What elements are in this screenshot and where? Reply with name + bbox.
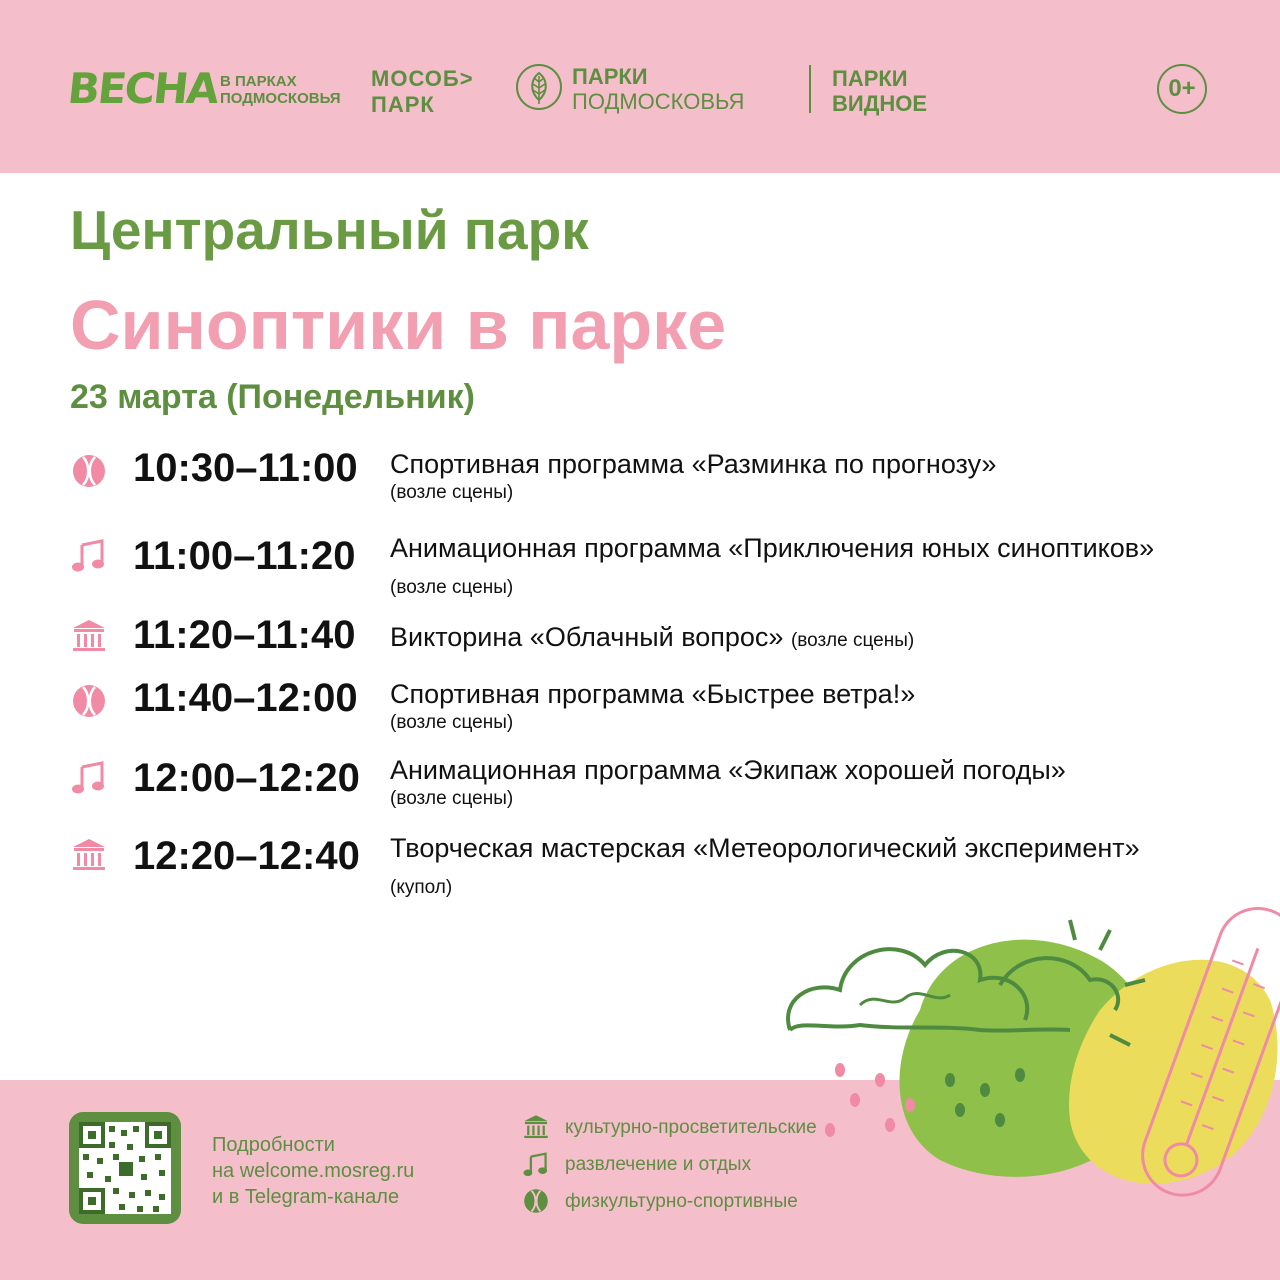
footer-info: [212, 1132, 414, 1210]
header-divider: [809, 65, 811, 113]
schedule-description: [390, 619, 1190, 659]
schedule-location: (возле сцены): [390, 577, 514, 598]
header-band: [0, 0, 1280, 173]
vesna-logo: ВЕСНА: [65, 64, 220, 113]
legend-label: физкультурно-спортивные: [565, 1191, 798, 1212]
music-icon: [522, 1150, 550, 1178]
culture-icon: [522, 1113, 550, 1141]
schedule-location: (возле сцены): [390, 788, 514, 809]
parki-podmoskovya-logo: [572, 64, 744, 114]
schedule-title: Спортивная программа «Разминка по прогнозу»: [390, 449, 997, 479]
culture-icon: [70, 836, 108, 874]
schedule-location: (возле сцены): [390, 482, 514, 503]
schedule-time: 12:00–12:20: [133, 756, 360, 800]
parki-vidnoe-logo: ПАРКИ ВИДНОЕ: [832, 66, 928, 116]
schedule-time: 11:00–11:20: [133, 534, 356, 578]
schedule-time: 11:20–11:40: [133, 613, 356, 657]
leaf-icon: [516, 64, 562, 110]
vesna-logo-subtitle: В ПАРКАХ ПОДМОСКОВЬЯ: [220, 73, 341, 107]
schedule-time: 12:20–12:40: [133, 834, 360, 878]
schedule-location: (возле сцены): [790, 630, 915, 651]
schedule-title: Анимационная программа «Приключения юных синоптиков»: [390, 533, 1155, 563]
culture-icon: [70, 617, 108, 655]
footer-info-line: и в Telegram-канале: [212, 1186, 400, 1208]
footer-info-link[interactable]: на welcome.mosreg.ru: [212, 1160, 415, 1182]
schedule-description: [390, 446, 1190, 504]
weather-illustration: [770, 880, 1280, 1210]
event-date: 23 марта (Понедельник): [70, 378, 475, 416]
schedule-title: Творческая мастерская «Метеорологический эксперимент»: [390, 833, 1140, 863]
legend-label: развлечение и отдых: [565, 1154, 752, 1175]
music-icon: [70, 758, 108, 796]
sport-icon: [70, 682, 108, 720]
schedule-location: (купол): [390, 877, 453, 898]
mosobpark-logo: МОСОБ> ПАРК: [371, 66, 474, 117]
sport-icon: [522, 1187, 550, 1215]
music-icon: [70, 536, 108, 574]
park-name: Центральный парк: [70, 199, 589, 261]
parki-label: ПАРКИ: [572, 64, 648, 89]
legend-label: культурно-просветительские: [565, 1117, 817, 1138]
podmoskovya-label: ПОДМОСКОВЬЯ: [572, 89, 745, 114]
schedule-title: Викторина «Облачный вопрос»: [390, 622, 784, 652]
event-title: Синоптики в парке: [70, 286, 727, 364]
schedule-title: Спортивная программа «Быстрее ветра!»: [390, 679, 916, 709]
sport-icon: [70, 452, 108, 490]
schedule-description: [390, 752, 1190, 810]
qr-code[interactable]: [69, 1112, 181, 1224]
schedule-time: 10:30–11:00: [133, 446, 358, 490]
schedule-title: Анимационная программа «Экипаж хорошей погоды»: [390, 755, 1066, 785]
age-rating-badge: 0+: [1157, 64, 1207, 114]
schedule-description: [390, 530, 1190, 606]
schedule-time: 11:40–12:00: [133, 676, 358, 720]
schedule-location: (возле сцены): [390, 712, 514, 733]
footer-info-line: Подробности: [212, 1134, 335, 1156]
schedule-description: [390, 676, 1190, 734]
